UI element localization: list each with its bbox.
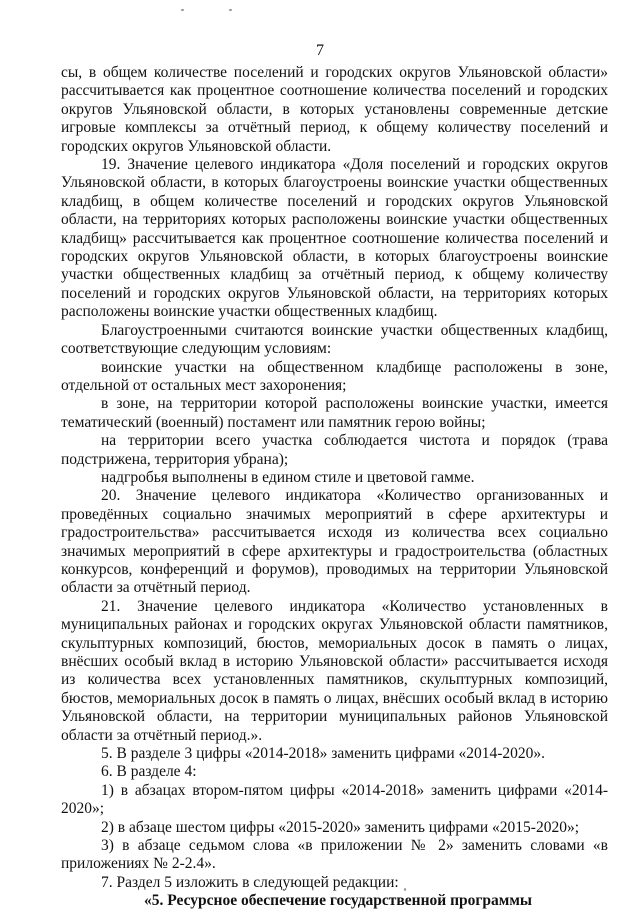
scan-speck-top — [181, 9, 184, 11]
paragraph-amendment-6-1: 1) в абзацах втором-пятом цифры «2014-2018» заменить цифрами «2014-2020»; — [61, 781, 608, 818]
paragraph-amendment-6: 6. В разделе 4: — [101, 763, 197, 781]
paragraph-condition-cleanliness: на территории всего участка соблюдается чистота и порядок (трава подстрижена, территория убрана); — [61, 432, 608, 468]
document-body — [61, 64, 608, 911]
page-number: 7 — [316, 42, 324, 59]
paragraph-amendment-7: 7. Раздел 5 изложить в следующей редакции: — [101, 873, 399, 891]
paragraph-condition-monument: в зоне, на территории которой расположены воинские участки, имеется тематический (военный) постамент или памятник герою войны; — [61, 395, 608, 431]
paragraph-item-21: 21. Значение целевого индикатора «Количество установленных в муниципальных районах и городских округах Ульяновской области памятников, скульптурных композиций, бюстов, мемориальных досок в память о лицах, внёсших особый вклад в историю Ульяновской области» рассчитывается исходя из количества всех установленных памятников, скульптурных композиций, бюстов, мемориальных досок в память о лицах, внёсших особый вклад в историю Ульяновской области, на территории муниципальных районов Ульяновской области за отчётный период.». — [61, 597, 608, 744]
section-heading: «5. Ресурсное обеспечение государственной программы — [144, 892, 532, 910]
scan-speck-top-2 — [229, 9, 232, 11]
paragraph-item-19: 19. Значение целевого индикатора «Доля поселений и городских округов Ульяновской области, в которых благоустроены воинские участки общественных кладбищ, в общем количестве поселений и городских округов Ульяновской области, на территориях которых расположены воинские участки общественных кладбищ» рассчитывается как процентное соотношение количества поселений и городских округов Ульяновской области, в которых благоустроены воинские участки общественных кладбищ за отчётный период, к общему количеству поселений и городских округов Ульяновской области, на территориях которых расположены воинские участки общественных кладбищ. — [61, 156, 608, 321]
paragraph-item-20: 20. Значение целевого индикатора «Количество организованных и проведённых социально значимых мероприятий в сфере архитектуры и градостроительства» рассчитывается исходя из количества всех социально значимых мероприятий в сфере архитектуры и градостроительства (областных конкурсов, конференций и форумов), проводимых на территории Ульяновской области за отчётный период. — [61, 487, 608, 597]
paragraph-amendment-5: 5. В разделе 3 цифры «2014-2018» заменить цифрами «2014-2020». — [101, 745, 546, 763]
paragraph-condition-separate-zone: воинские участки на общественном кладбище расположены в зоне, отдельной от остальных мест захоронения; — [61, 358, 608, 394]
paragraph-continuation: сы, в общем количестве поселений и городских округов Ульяновской области» рассчитывается как процентное соотношение количества поселений и городских округов Ульяновской области, в которых установлены современные детские игровые комплексы за отчётный период, к общему количеству поселений и городских округов Ульяновской области. — [61, 64, 608, 155]
paragraph-amendment-6-3: 3) в абзаце седьмом слова «в приложении № 2» заменить словами «в приложениях № 2-2.4». — [61, 837, 608, 873]
paragraph-improved-plots-definition: Благоустроенными считаются воинские участки общественных кладбищ, соответствующие следующим условиям: — [61, 321, 608, 358]
paragraph-amendment-6-2: 2) в абзаце шестом цифры «2015-2020» заменить цифрами «2015-2020»; — [101, 818, 580, 836]
scan-speck-bottom — [404, 888, 406, 891]
paragraph-condition-gravestones: надгробья выполнены в едином стиле и цветовой гамме. — [101, 468, 475, 486]
